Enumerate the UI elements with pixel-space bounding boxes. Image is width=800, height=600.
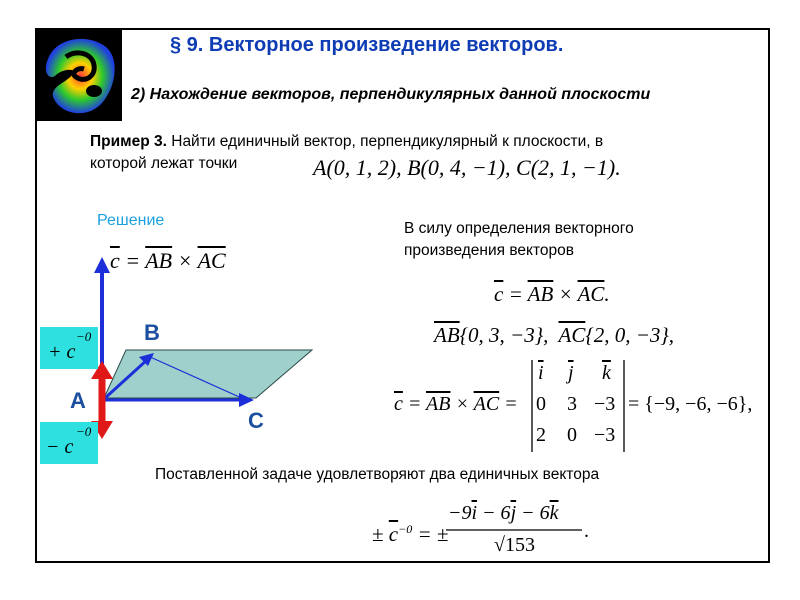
unit-vector-end: .	[584, 520, 589, 542]
det-row2-c2: 3	[567, 393, 577, 415]
det-row3-c1: 2	[536, 424, 546, 446]
c-definition-left: $\overline{c} = \overline{AB} \times \overline{AC}$	[110, 248, 226, 273]
point-a-label: A	[70, 388, 86, 413]
definition-text: В силу определения векторного произведения векторов	[404, 220, 634, 259]
c-definition-right: $\overline{c} = \overline{AB} \times \overline{AC}$.	[494, 282, 610, 306]
fraction-line	[446, 528, 582, 532]
det-row1-i: $\overline{i}$	[538, 362, 544, 384]
minus-c-label-box	[40, 422, 98, 464]
normal-vector-arrowhead	[94, 257, 110, 273]
plane-shape	[104, 350, 312, 398]
unit-vector-lhs: ± $\overline{c}^{-0}$ = ±	[372, 522, 449, 546]
unit-vector-numerator: $-9\overline{i} - 6\overline{j} - 6\overline{k}$	[448, 502, 559, 524]
det-row3-c2: 0	[567, 424, 577, 446]
det-row1-j: $\overline{j}$	[568, 362, 574, 384]
minus-c-superscript: −0	[76, 424, 92, 439]
determinant-lhs: $\overline{c} = \overline{AB} \times \overline{AC}$ =	[394, 393, 518, 415]
plus-c-superscript: −0	[76, 329, 92, 344]
point-b-label: B	[144, 320, 160, 345]
logo-image	[36, 29, 122, 121]
slide-title: § 9. Векторное произведение векторов.	[170, 34, 564, 56]
point-c-label: C	[248, 408, 264, 433]
minus-c-label: − c	[46, 436, 74, 458]
det-row2-c1: 0	[536, 393, 546, 415]
det-row2-c3: −3	[594, 393, 616, 415]
problem-label: Пример 3.	[90, 133, 167, 150]
problem-text-line2: которой лежат точки	[90, 155, 238, 172]
slide-subtitle: 2) Нахождение векторов, перпендикулярных данной плоскости	[131, 86, 651, 103]
det-row3-c3: −3	[594, 424, 616, 446]
solution-label: Решение	[97, 212, 165, 229]
vector-coordinates: $\overline{AB}\{0$, 3, −3}, $\overline{AC}\{2$, 0, −3},	[434, 323, 675, 347]
problem-points: A(0, 1, 2), B(0, 4, −1), C(2, 1, −1).	[313, 155, 621, 180]
conclusion-text: Поставленной задаче удовлетворяют два единичных вектора	[155, 466, 600, 483]
determinant-result: = {−9, −6, −6},	[628, 393, 753, 415]
unit-vector-denominator: √153	[494, 534, 535, 556]
plus-c-label-box	[40, 327, 98, 369]
plus-c-label: + c	[48, 341, 76, 363]
det-row1-k: $\overline{k}$	[602, 362, 611, 384]
problem-text-line1: Найти единичный вектор, перпендикулярный к плоскости, в	[166, 133, 604, 150]
